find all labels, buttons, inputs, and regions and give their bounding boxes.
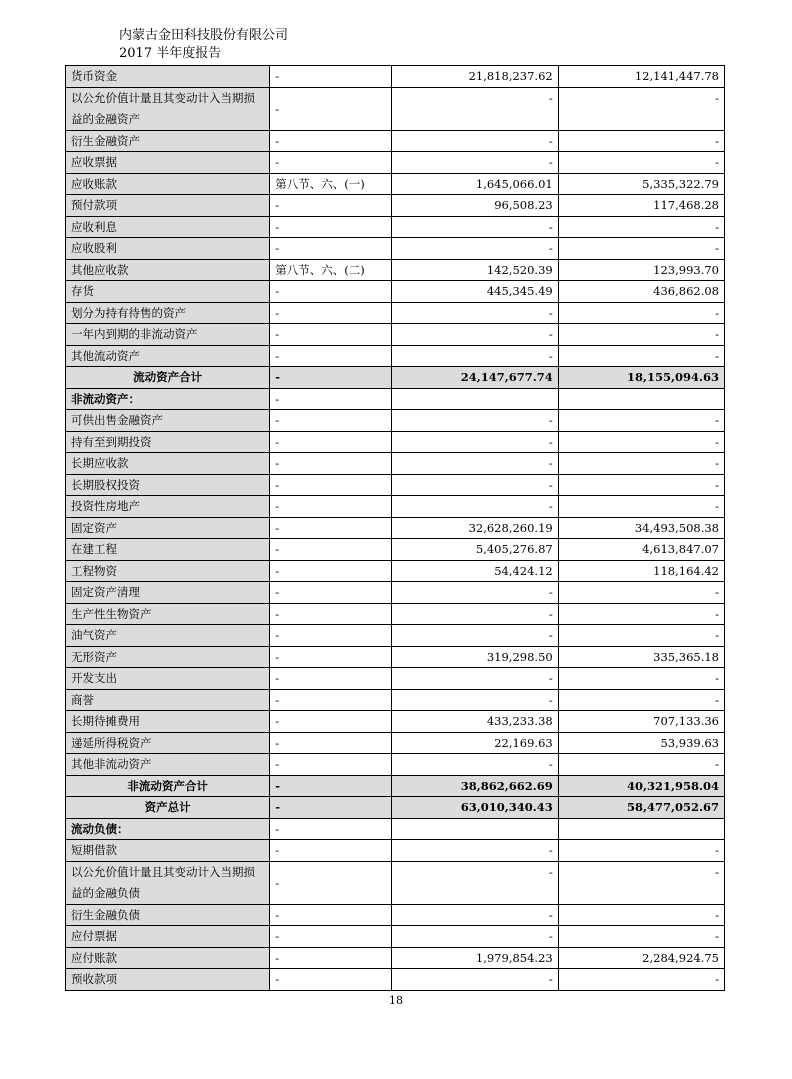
period-begin-cell: - bbox=[558, 474, 724, 496]
note-cell: - bbox=[270, 474, 392, 496]
note-cell: - bbox=[270, 345, 392, 367]
period-end-cell: 38,862,662.69 bbox=[392, 775, 558, 797]
period-end-cell: 319,298.50 bbox=[392, 646, 558, 668]
period-begin-cell: 335,365.18 bbox=[558, 646, 724, 668]
period-end-cell: - bbox=[392, 130, 558, 152]
table-row bbox=[66, 130, 725, 152]
period-end-cell: - bbox=[392, 216, 558, 238]
period-begin-cell: 707,133.36 bbox=[558, 711, 724, 733]
item-cell: 应付票据 bbox=[66, 926, 270, 948]
balance-sheet-table bbox=[65, 65, 725, 991]
note-cell: - bbox=[270, 969, 392, 991]
period-begin-cell: 5,335,322.79 bbox=[558, 173, 724, 195]
item-cell: 流动负债： bbox=[66, 818, 270, 840]
item-cell: 长期股权投资 bbox=[66, 474, 270, 496]
note-cell: - bbox=[270, 603, 392, 625]
period-begin-cell: - bbox=[558, 324, 724, 346]
table-row bbox=[66, 302, 725, 324]
table-row bbox=[66, 754, 725, 776]
period-end-cell: 24,147,677.74 bbox=[392, 367, 558, 389]
period-end-cell: - bbox=[392, 861, 558, 904]
note-cell: - bbox=[270, 646, 392, 668]
period-end-cell: 1,979,854.23 bbox=[392, 947, 558, 969]
item-cell: 应付账款 bbox=[66, 947, 270, 969]
period-begin-cell: - bbox=[558, 582, 724, 604]
period-end-cell: 1,645,066.01 bbox=[392, 173, 558, 195]
table-row bbox=[66, 582, 725, 604]
period-begin-cell: 123,993.70 bbox=[558, 259, 724, 281]
period-end-cell: - bbox=[392, 324, 558, 346]
item-cell: 固定资产清理 bbox=[66, 582, 270, 604]
period-begin-cell: - bbox=[558, 410, 724, 432]
period-end-cell: - bbox=[392, 904, 558, 926]
period-begin-cell: 58,477,052.67 bbox=[558, 797, 724, 819]
table-row bbox=[66, 517, 725, 539]
period-begin-cell: - bbox=[558, 840, 724, 862]
period-begin-cell: 117,468.28 bbox=[558, 195, 724, 217]
period-begin-cell: 4,613,847.07 bbox=[558, 539, 724, 561]
total-row bbox=[66, 775, 725, 797]
report-header bbox=[119, 27, 288, 63]
total-row bbox=[66, 797, 725, 819]
period-end-cell: 22,169.63 bbox=[392, 732, 558, 754]
item-cell: 应收利息 bbox=[66, 216, 270, 238]
item-cell: 衍生金融资产 bbox=[66, 130, 270, 152]
item-cell: 应收账款 bbox=[66, 173, 270, 195]
note-cell: - bbox=[270, 732, 392, 754]
item-cell: 开发支出 bbox=[66, 668, 270, 690]
period-end-cell: - bbox=[392, 754, 558, 776]
period-end-cell: - bbox=[392, 410, 558, 432]
note-cell: - bbox=[270, 625, 392, 647]
item-cell: 资产总计 bbox=[66, 797, 270, 819]
period-begin-cell: - bbox=[558, 926, 724, 948]
period-begin-cell bbox=[558, 388, 724, 410]
table-row bbox=[66, 87, 725, 130]
item-cell: 以公允价值计量且其变动计入当期损益的金融资产 bbox=[66, 87, 270, 130]
item-cell: 其他非流动资产 bbox=[66, 754, 270, 776]
table-row bbox=[66, 195, 725, 217]
table-row bbox=[66, 646, 725, 668]
period-begin-cell: - bbox=[558, 904, 724, 926]
period-end-cell: - bbox=[392, 345, 558, 367]
period-end-cell: - bbox=[392, 152, 558, 174]
note-cell: - bbox=[270, 926, 392, 948]
table-row bbox=[66, 474, 725, 496]
section-row bbox=[66, 818, 725, 840]
item-cell: 一年内到期的非流动资产 bbox=[66, 324, 270, 346]
table-row bbox=[66, 668, 725, 690]
note-cell: - bbox=[270, 87, 392, 130]
note-cell: - bbox=[270, 152, 392, 174]
table-row bbox=[66, 840, 725, 862]
note-cell: - bbox=[270, 797, 392, 819]
item-cell: 长期待摊费用 bbox=[66, 711, 270, 733]
item-cell: 递延所得税资产 bbox=[66, 732, 270, 754]
item-cell: 持有至到期投资 bbox=[66, 431, 270, 453]
table-row bbox=[66, 861, 725, 904]
period-begin-cell: - bbox=[558, 216, 724, 238]
note-cell: - bbox=[270, 281, 392, 303]
table-row bbox=[66, 926, 725, 948]
item-cell: 商誉 bbox=[66, 689, 270, 711]
note-cell: - bbox=[270, 388, 392, 410]
table-row bbox=[66, 173, 725, 195]
note-cell: - bbox=[270, 195, 392, 217]
period-end-cell: 433,233.38 bbox=[392, 711, 558, 733]
item-cell: 非流动资产合计 bbox=[66, 775, 270, 797]
note-cell: - bbox=[270, 754, 392, 776]
item-cell: 流动资产合计 bbox=[66, 367, 270, 389]
period-end-cell: - bbox=[392, 582, 558, 604]
company-name: 内蒙古金田科技股份有限公司 bbox=[119, 28, 289, 43]
item-cell: 划分为持有待售的资产 bbox=[66, 302, 270, 324]
table-row bbox=[66, 152, 725, 174]
table-row bbox=[66, 238, 725, 260]
period-end-cell: 21,818,237.62 bbox=[392, 66, 558, 88]
period-begin-cell: - bbox=[558, 496, 724, 518]
note-cell: 第八节、六、(一) bbox=[270, 173, 392, 195]
period-end-cell: - bbox=[392, 840, 558, 862]
table-row bbox=[66, 345, 725, 367]
item-cell: 应收票据 bbox=[66, 152, 270, 174]
period-begin-cell: - bbox=[558, 861, 724, 904]
period-begin-cell: - bbox=[558, 431, 724, 453]
item-cell: 应收股利 bbox=[66, 238, 270, 260]
period-end-cell: - bbox=[392, 302, 558, 324]
period-begin-cell: - bbox=[558, 87, 724, 130]
item-cell: 其他流动资产 bbox=[66, 345, 270, 367]
period-begin-cell: - bbox=[558, 689, 724, 711]
period-end-cell: - bbox=[392, 87, 558, 130]
note-cell: - bbox=[270, 840, 392, 862]
period-begin-cell: - bbox=[558, 625, 724, 647]
table-row bbox=[66, 216, 725, 238]
item-cell: 预收款项 bbox=[66, 969, 270, 991]
item-cell: 衍生金融负债 bbox=[66, 904, 270, 926]
table-row bbox=[66, 453, 725, 475]
item-cell: 固定资产 bbox=[66, 517, 270, 539]
note-cell: - bbox=[270, 861, 392, 904]
period-end-cell: - bbox=[392, 969, 558, 991]
note-cell: - bbox=[270, 539, 392, 561]
item-cell: 无形资产 bbox=[66, 646, 270, 668]
note-cell: - bbox=[270, 453, 392, 475]
period-end-cell: 445,345.49 bbox=[392, 281, 558, 303]
note-cell: - bbox=[270, 818, 392, 840]
period-end-cell: 63,010,340.43 bbox=[392, 797, 558, 819]
page-number: 18 bbox=[389, 994, 403, 1007]
period-begin-cell: 12,141,447.78 bbox=[558, 66, 724, 88]
section-row bbox=[66, 388, 725, 410]
period-end-cell: 96,508.23 bbox=[392, 195, 558, 217]
table-row bbox=[66, 689, 725, 711]
note-cell: - bbox=[270, 238, 392, 260]
period-begin-cell bbox=[558, 818, 724, 840]
note-cell: - bbox=[270, 130, 392, 152]
period-end-cell: - bbox=[392, 238, 558, 260]
period-begin-cell: 2,284,924.75 bbox=[558, 947, 724, 969]
report-title: 2017 半年度报告 bbox=[119, 46, 222, 61]
period-begin-cell: - bbox=[558, 603, 724, 625]
note-cell: - bbox=[270, 324, 392, 346]
table-row bbox=[66, 539, 725, 561]
table-row bbox=[66, 281, 725, 303]
period-begin-cell: 436,862.08 bbox=[558, 281, 724, 303]
note-cell: - bbox=[270, 367, 392, 389]
period-end-cell: - bbox=[392, 603, 558, 625]
table-row bbox=[66, 969, 725, 991]
period-end-cell: - bbox=[392, 431, 558, 453]
note-cell: - bbox=[270, 66, 392, 88]
period-end-cell: - bbox=[392, 453, 558, 475]
table-row bbox=[66, 496, 725, 518]
table-row bbox=[66, 947, 725, 969]
note-cell: - bbox=[270, 582, 392, 604]
note-cell: - bbox=[270, 689, 392, 711]
item-cell: 生产性生物资产 bbox=[66, 603, 270, 625]
note-cell: - bbox=[270, 947, 392, 969]
period-end-cell: 142,520.39 bbox=[392, 259, 558, 281]
item-cell: 货币资金 bbox=[66, 66, 270, 88]
item-cell: 以公允价值计量且其变动计入当期损益的金融负债 bbox=[66, 861, 270, 904]
item-cell: 短期借款 bbox=[66, 840, 270, 862]
period-begin-cell: - bbox=[558, 668, 724, 690]
item-cell: 投资性房地产 bbox=[66, 496, 270, 518]
table-row bbox=[66, 560, 725, 582]
period-end-cell: 54,424.12 bbox=[392, 560, 558, 582]
table-row bbox=[66, 259, 725, 281]
total-row bbox=[66, 367, 725, 389]
table-row bbox=[66, 625, 725, 647]
item-cell: 工程物资 bbox=[66, 560, 270, 582]
period-end-cell bbox=[392, 388, 558, 410]
note-cell: - bbox=[270, 216, 392, 238]
period-begin-cell: - bbox=[558, 302, 724, 324]
period-end-cell bbox=[392, 818, 558, 840]
table-row bbox=[66, 711, 725, 733]
period-end-cell: - bbox=[392, 474, 558, 496]
item-cell: 可供出售金融资产 bbox=[66, 410, 270, 432]
period-end-cell: - bbox=[392, 689, 558, 711]
period-end-cell: - bbox=[392, 926, 558, 948]
period-begin-cell: - bbox=[558, 969, 724, 991]
table-row bbox=[66, 431, 725, 453]
period-end-cell: 5,405,276.87 bbox=[392, 539, 558, 561]
period-begin-cell: 118,164.42 bbox=[558, 560, 724, 582]
item-cell: 存货 bbox=[66, 281, 270, 303]
table-row bbox=[66, 66, 725, 88]
period-begin-cell: - bbox=[558, 130, 724, 152]
note-cell: - bbox=[270, 410, 392, 432]
note-cell: - bbox=[270, 711, 392, 733]
note-cell: 第八节、六、(二) bbox=[270, 259, 392, 281]
item-cell: 在建工程 bbox=[66, 539, 270, 561]
item-cell: 其他应收款 bbox=[66, 259, 270, 281]
item-cell: 油气资产 bbox=[66, 625, 270, 647]
table-row bbox=[66, 904, 725, 926]
note-cell: - bbox=[270, 431, 392, 453]
note-cell: - bbox=[270, 302, 392, 324]
period-begin-cell: - bbox=[558, 345, 724, 367]
note-cell: - bbox=[270, 496, 392, 518]
item-cell: 预付款项 bbox=[66, 195, 270, 217]
period-begin-cell: - bbox=[558, 453, 724, 475]
item-cell: 长期应收款 bbox=[66, 453, 270, 475]
period-end-cell: - bbox=[392, 668, 558, 690]
period-end-cell: 32,628,260.19 bbox=[392, 517, 558, 539]
table-row bbox=[66, 324, 725, 346]
table-row bbox=[66, 732, 725, 754]
period-begin-cell: 40,321,958.04 bbox=[558, 775, 724, 797]
note-cell: - bbox=[270, 904, 392, 926]
period-begin-cell: - bbox=[558, 152, 724, 174]
period-begin-cell: 34,493,508.38 bbox=[558, 517, 724, 539]
period-end-cell: - bbox=[392, 496, 558, 518]
period-begin-cell: 53,939.63 bbox=[558, 732, 724, 754]
note-cell: - bbox=[270, 668, 392, 690]
item-cell: 非流动资产： bbox=[66, 388, 270, 410]
period-begin-cell: - bbox=[558, 238, 724, 260]
table-row bbox=[66, 603, 725, 625]
period-end-cell: - bbox=[392, 625, 558, 647]
table-row bbox=[66, 410, 725, 432]
note-cell: - bbox=[270, 775, 392, 797]
note-cell: - bbox=[270, 560, 392, 582]
period-begin-cell: - bbox=[558, 754, 724, 776]
balance-sheet-body bbox=[66, 66, 725, 991]
note-cell: - bbox=[270, 517, 392, 539]
period-begin-cell: 18,155,094.63 bbox=[558, 367, 724, 389]
